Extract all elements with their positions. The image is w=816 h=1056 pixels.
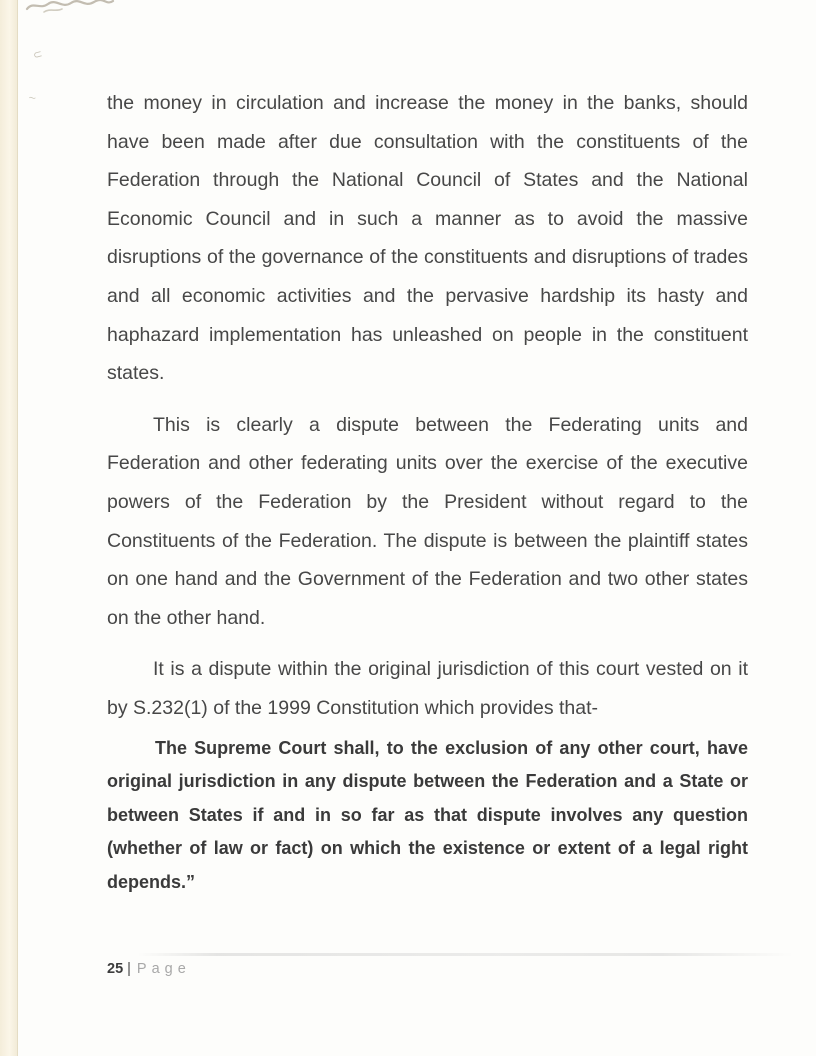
body-paragraph-3: It is a dispute within the original jurisdiction of this court vested on it by S.232(1) of the 1999 Constitution which provides that- [107, 658, 748, 719]
page-label: Page [136, 961, 191, 977]
blockquote-supreme-court: The Supreme Court shall, to the exclusion of any other court, have original jurisdiction in any dispute between the Federation and a State or between States if and in so far as that dispute involves any question (whether of law or fact) on which the existence or extent of a legal right depends.” [107, 737, 748, 892]
page-footer [107, 961, 191, 977]
document-body [107, 84, 748, 899]
scan-artifact-mark-icon: ⊂ [31, 47, 44, 62]
scan-artifact-streak [138, 953, 793, 956]
footer-separator: | [127, 961, 131, 977]
body-paragraph-2: This is clearly a dispute between the Federating units and Federation and other federating units over the exercise of the executive powers of the Federation by the President without regard to the Constituents of the Federation. The dispute is between the plaintiff states on one hand and the Government of the Federation and two other states on the other hand. [107, 413, 748, 629]
scan-artifact-squiggle-icon [24, 0, 116, 16]
page-number: 25 [107, 961, 124, 977]
body-paragraph-1: the money in circulation and increase the money in the banks, should have been made after due consultation with the constituents of the Federation through the National Council of States and the National Economic Council and in such a manner as to avoid the massive disruptions of the governance of the constituents and disruptions of trades and all economic activities and the pervasive hardship its hasty and haphazard implementation has unleashed on people in the constituent states. [107, 92, 748, 385]
scan-artifact-mark-icon: ∼ [27, 92, 38, 105]
scanned-page-edge [0, 0, 18, 1056]
